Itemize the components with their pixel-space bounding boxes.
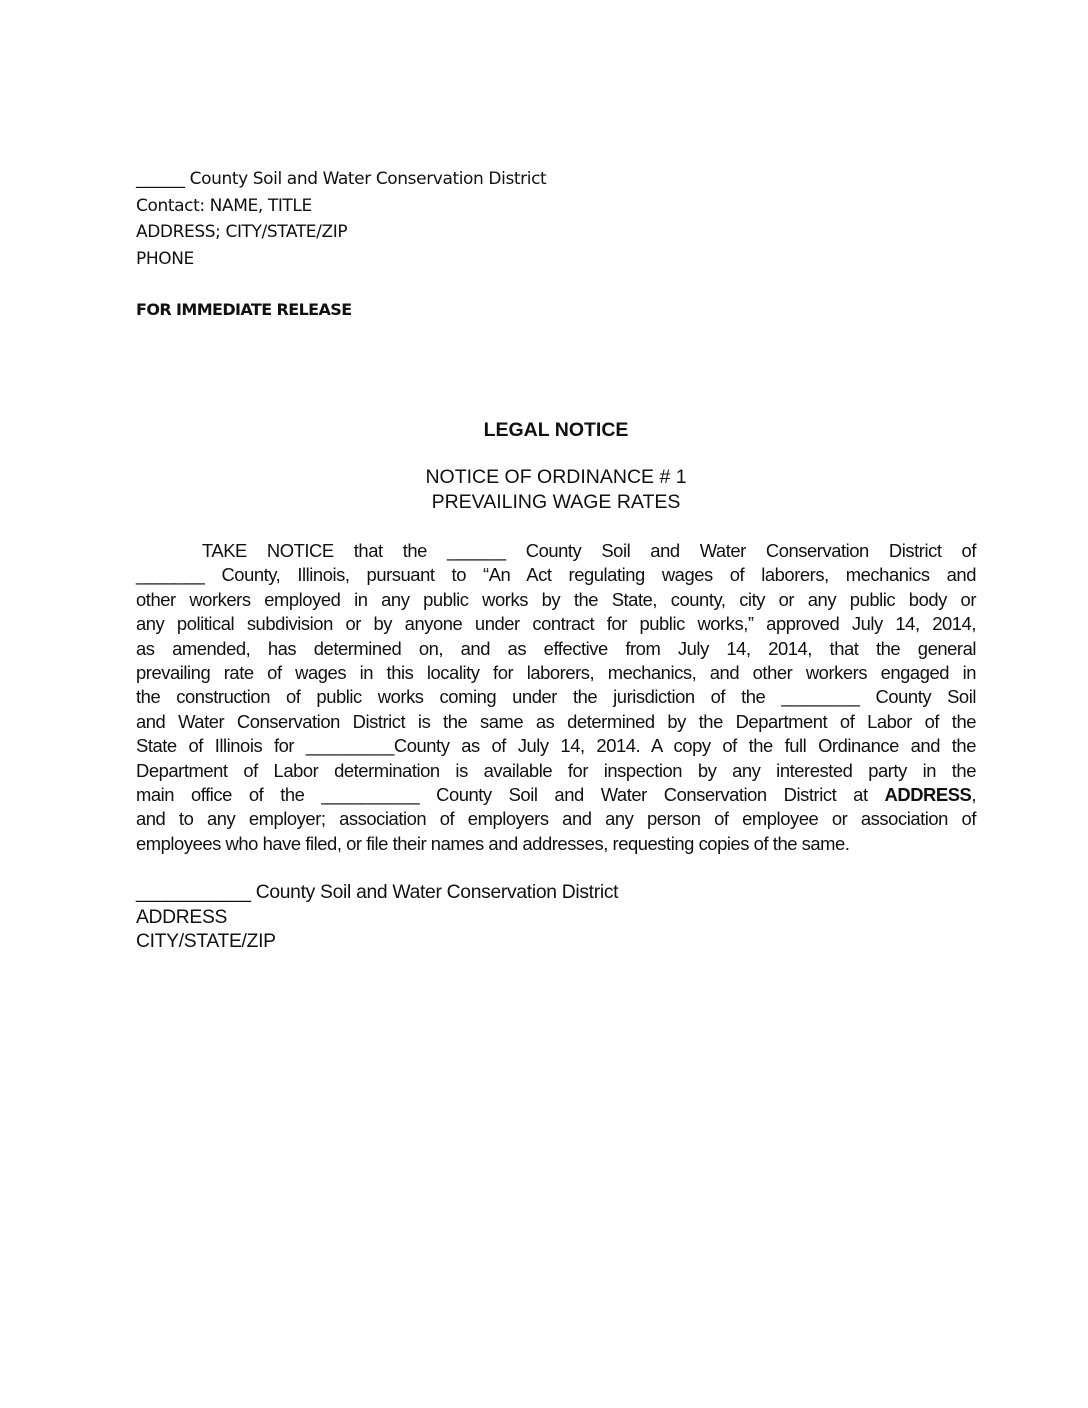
body-line: as amended, has determined on, and as effective from July 14, 2014, that the general (136, 637, 976, 659)
contact-header (136, 166, 546, 272)
body-line: Department of Labor determination is available for inspection by any interested party in the (136, 759, 976, 781)
contact-address-line: ADDRESS; CITY/STATE/ZIP (136, 222, 348, 242)
body-line: employees who have filed, or file their names and addresses, requesting copies of the same. (136, 832, 850, 854)
ordinance-subject: PREVAILING WAGE RATES (431, 490, 681, 513)
release-label: FOR IMMEDIATE RELEASE (136, 300, 352, 319)
body-line: TAKE NOTICE that the ______ County Soil and Water Conservation District of (202, 540, 976, 561)
body-line: the construction of public works coming under the jurisdiction of the ________ County Soil (136, 686, 976, 708)
body-line (136, 783, 976, 807)
notice-body (136, 539, 976, 856)
contact-name-line: Contact: NAME, TITLE (136, 195, 312, 216)
body-line: other workers employed in any public works by the State, county, city or any public body or (136, 588, 976, 610)
footer-district-line: ___________ County Soil and Water Conservation District (136, 882, 619, 903)
legal-notice-title: LEGAL NOTICE (483, 419, 629, 441)
footer-city-line: CITY/STATE/ZIP (136, 931, 276, 952)
signature-block (136, 881, 618, 955)
footer-address-line: ADDRESS (136, 906, 228, 928)
body-line: and to any employer; association of employers and any person of employee or association of (136, 808, 976, 830)
body-line: _______ County, Illinois, pursuant to “An Act regulating wages of laborers, mechanics and (136, 564, 976, 586)
district-name-line: ______ County Soil and Water Conservation District (136, 169, 547, 189)
body-line: prevailing rate of wages in this locality for laborers, mechanics, and other workers engaged in (136, 662, 976, 684)
body-line: and Water Conservation District is the same as determined by the Department of Labor of the (136, 710, 976, 732)
body-line: State of Illinois for _________County as of July 14, 2014. A copy of the full Ordinance and the (136, 735, 976, 757)
contact-phone-line: PHONE (136, 248, 194, 269)
ordinance-number: NOTICE OF ORDINANCE # 1 (425, 466, 687, 488)
body-line-text: main office of the __________ County Soil and Water Conservation District at (136, 784, 885, 806)
ordinance-title (136, 465, 976, 514)
body-line-text: , (971, 784, 976, 806)
body-line: any political subdivision or by anyone under contract for public works,” approved July 14, 2014, (136, 613, 976, 635)
address-placeholder: ADDRESS (884, 784, 972, 806)
